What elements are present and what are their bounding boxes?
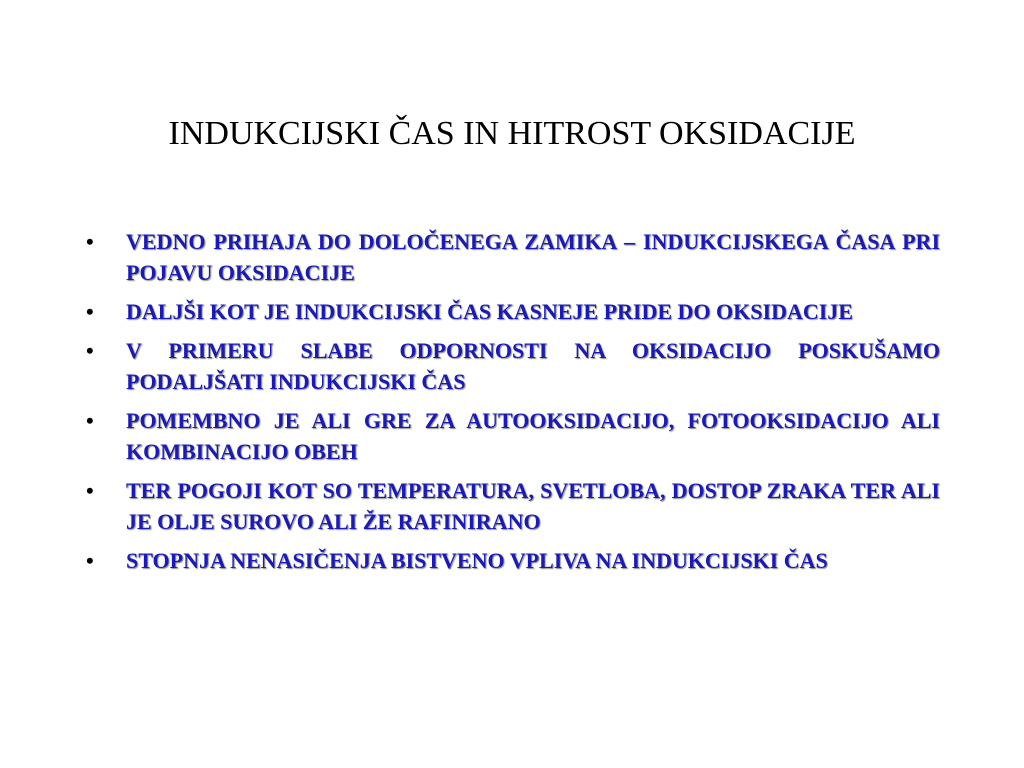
bullet-dot-icon: • [86,338,94,363]
bullet-dot-icon: • [86,548,94,573]
bullet-dot-icon: • [86,478,94,503]
slide-title: INDUKCIJSKI ČAS IN HITROST OKSIDACIJE [168,115,856,152]
bullet-text: DALJŠI KOT JE INDUKCIJSKI ČAS KASNEJE PRIDE DO OKSIDACIJE [126,299,853,324]
bullet-item [86,545,940,576]
bullet-list [86,226,940,584]
bullet-item [86,405,940,467]
bullet-item [86,475,940,537]
bullet-text: STOPNJA NENASIČENJA BISTVENO VPLIVA NA INDUKCIJSKI ČAS [126,548,828,573]
bullet-text: VEDNO PRIHAJA DO DOLOČENEGA ZAMIKA – INDUKCIJSKEGA ČASA PRI POJAVU OKSIDACIJE [126,229,940,285]
bullet-text: TER POGOJI KOT SO TEMPERATURA, SVETLOBA, DOSTOP ZRAKA TER ALI JE OLJE SUROVO ALI ŽE RAFINIRANO [126,478,940,534]
bullet-item [86,335,940,397]
bullet-text: POMEMBNO JE ALI GRE ZA AUTOOKSIDACIJO, FOTOOKSIDACIJO ALI KOMBINACIJO OBEH [126,408,940,464]
bullet-dot-icon: • [86,299,94,324]
bullet-dot-icon: • [86,408,94,433]
bullet-dot-icon: • [86,229,94,254]
bullet-item [86,296,940,327]
bullet-text: V PRIMERU SLABE ODPORNOSTI NA OKSIDACIJO POSKUŠAMO PODALJŠATI INDUKCIJSKI ČAS [126,338,940,394]
bullet-item [86,226,940,288]
